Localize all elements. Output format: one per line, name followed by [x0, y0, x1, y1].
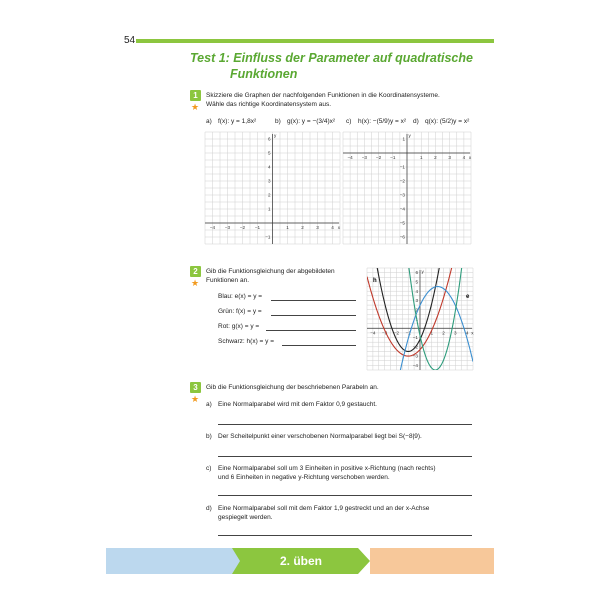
grid1-x-tick-label: 4	[331, 225, 334, 230]
coordinate-grid-negative	[343, 132, 471, 244]
plot-x-tick-label: 1	[430, 330, 434, 336]
grid1-x-tick-label: 2	[301, 225, 304, 230]
answer-label-green: Grün: f(x) = y =	[218, 308, 262, 315]
grid2-x-axis-label: x	[468, 155, 472, 160]
task-3b-answer-line[interactable]	[218, 456, 472, 457]
task-3d-label: d)	[206, 505, 212, 512]
answer-field-red[interactable]	[266, 330, 356, 331]
task-3-number: 3	[190, 382, 201, 393]
plot-y-tick-label: 6	[415, 270, 418, 276]
grid1-y-tick-label: 5	[267, 150, 271, 156]
grid1-y-tick-label: 3	[267, 178, 271, 184]
plot-y-tick-label: 4	[415, 288, 418, 294]
plot-y-tick-label: −3	[412, 353, 418, 359]
answer-label-red: Rot: g(x) = y =	[218, 323, 260, 330]
plot-x-tick-label: −3	[382, 330, 388, 336]
task-1a-label: a)	[206, 118, 212, 125]
task-1c-function: h(x): −(5/9)y = x²	[358, 118, 407, 125]
task-1-star-icon: ★	[191, 102, 200, 112]
answer-field-green[interactable]	[271, 315, 356, 316]
grid2-y-tick-label: −2	[399, 178, 405, 184]
plot-x-tick-label: −1	[405, 330, 411, 336]
grid1-y-tick-label: −1	[265, 234, 271, 240]
plot-x-tick-label: 3	[454, 330, 457, 336]
grid1-x-tick-label: 1	[286, 225, 289, 230]
page-number: 54	[124, 35, 136, 46]
task-3d-text-line-2: gespiegelt werden.	[218, 514, 273, 521]
task-3b-text: Der Scheitelpunkt einer verschobenen Normalparabel liegt bei S(−8|9).	[218, 433, 422, 440]
grid2-y-tick-label: 1	[402, 136, 405, 142]
answer-label-black: Schwarz: h(x) = y =	[218, 338, 274, 345]
task-3c-text-line-2: und 6 Einheiten in negative y-Richtung verschoben werden.	[218, 474, 390, 481]
task-3d-answer-line[interactable]	[218, 535, 472, 536]
header-rule	[136, 39, 494, 43]
task-2-prompt-line-1: Gib die Funktionsgleichung der abgebildeten	[206, 268, 335, 275]
plot-y-tick-label: 5	[415, 279, 418, 285]
task-1-prompt-line-2: Wähle das richtige Koordinatensystem aus.	[206, 101, 332, 108]
plot-x-tick-label: 4	[465, 330, 469, 336]
task-2-prompt-line-2: Funktionen an.	[206, 277, 250, 284]
plot-y-tick-label: 2	[415, 307, 418, 313]
grid1-y-tick-label: 4	[267, 164, 271, 170]
grid1-y-tick-label: 6	[267, 136, 271, 142]
footer-bar-right	[370, 548, 494, 574]
task-3a-text: Eine Normalparabel wird mit dem Faktor 0,9 gestaucht.	[218, 401, 377, 408]
task-1-prompt-line-1: Skizziere die Graphen der nachfolgenden Funktionen in die Koordinatensysteme.	[206, 92, 440, 99]
grid2-x-tick-label: 4	[462, 155, 466, 160]
grid2-y-tick-label: −1	[399, 164, 405, 170]
coordinate-grid-positive	[205, 132, 340, 244]
plot-x-tick-label: −4	[370, 330, 376, 336]
page-title-line-1: Test 1: Einfluss der Parameter auf quadratische	[190, 51, 473, 65]
grid1-x-tick-label: 3	[316, 225, 319, 230]
grid1-x-tick-label: −4	[209, 225, 216, 230]
grid1-x-tick-label: −3	[224, 225, 231, 230]
grid2-y-axis-label: y	[408, 133, 411, 138]
grid2-y-tick-label: −4	[399, 206, 405, 212]
task-3c-label: c)	[206, 465, 212, 472]
page-title-line-2: Funktionen	[230, 67, 298, 81]
task-1a-function: f(x): y = 1,8x²	[218, 118, 257, 125]
grid2-y-tick-label: −5	[399, 220, 405, 226]
function-plot	[367, 268, 473, 370]
plot-y-axis-label: y	[421, 269, 424, 274]
task-1b-function: g(x): y = −(3/4)x²	[287, 118, 336, 125]
grid2-x-tick-label: 3	[448, 155, 451, 160]
task-2-star-icon: ★	[191, 278, 200, 288]
task-3-prompt: Gib die Funktionsgleichung der beschriebenen Parabeln an.	[206, 384, 379, 391]
grid2-x-tick-label: 2	[434, 155, 437, 160]
plot-x-axis-label: x	[471, 330, 474, 336]
plot-y-tick-label: −4	[412, 362, 418, 368]
task-3c-answer-line[interactable]	[218, 495, 472, 496]
plot-y-tick-label: −1	[412, 335, 418, 341]
task-3a-answer-line[interactable]	[218, 424, 472, 425]
grid2-x-tick-label: −4	[347, 155, 353, 160]
plot-y-tick-label: −2	[412, 344, 418, 350]
plot-x-tick-label: −2	[393, 330, 400, 336]
footer-bar-left	[106, 548, 244, 574]
task-3d-text-line-1: Eine Normalparabel soll mit dem Faktor 1,9 gestreckt und an der x-Achse	[218, 505, 430, 512]
grid2-y-tick-label: −3	[399, 192, 405, 198]
task-3-star-icon: ★	[191, 394, 200, 404]
grid1-x-tick-label: −1	[254, 225, 261, 230]
task-1-number: 1	[190, 90, 201, 101]
grid1-y-tick-label: 1	[267, 206, 271, 212]
grid1-y-tick-label: 2	[267, 192, 271, 198]
curve-label-blue: e	[466, 294, 470, 300]
grid1-y-axis-label: y	[274, 133, 277, 138]
task-3a-label: a)	[206, 401, 212, 408]
footer-section-label: 2. üben	[279, 554, 322, 568]
grid1-x-tick-label: −2	[239, 225, 246, 230]
plot-y-tick-label: 1	[415, 316, 418, 322]
grid2-x-tick-label: −2	[375, 155, 382, 160]
task-3b-label: b)	[206, 433, 212, 440]
task-2-number: 2	[190, 266, 201, 277]
task-3c-text-line-1: Eine Normalparabel soll um 3 Einheiten in positive x-Richtung (nach rechts)	[218, 465, 436, 472]
task-1b-label: b)	[275, 118, 281, 125]
grid2-y-tick-label: −6	[399, 234, 405, 240]
grid2-x-tick-label: −1	[390, 155, 396, 160]
task-1d-label: d)	[413, 118, 419, 125]
answer-field-black[interactable]	[282, 345, 356, 346]
curve-label-red: h	[373, 278, 377, 284]
task-1d-function: q(x): (5/2)y = x²	[425, 118, 470, 125]
grid1-x-axis-label: x	[337, 225, 341, 230]
answer-label-blue: Blau: e(x) = y =	[218, 293, 263, 300]
task-1c-label: c)	[346, 118, 352, 125]
grid2-x-tick-label: 1	[419, 155, 423, 160]
plot-x-tick-label: 2	[442, 330, 445, 336]
answer-field-blue[interactable]	[271, 300, 356, 301]
plot-y-tick-label: 3	[415, 298, 418, 304]
grid2-x-tick-label: −3	[361, 155, 367, 160]
